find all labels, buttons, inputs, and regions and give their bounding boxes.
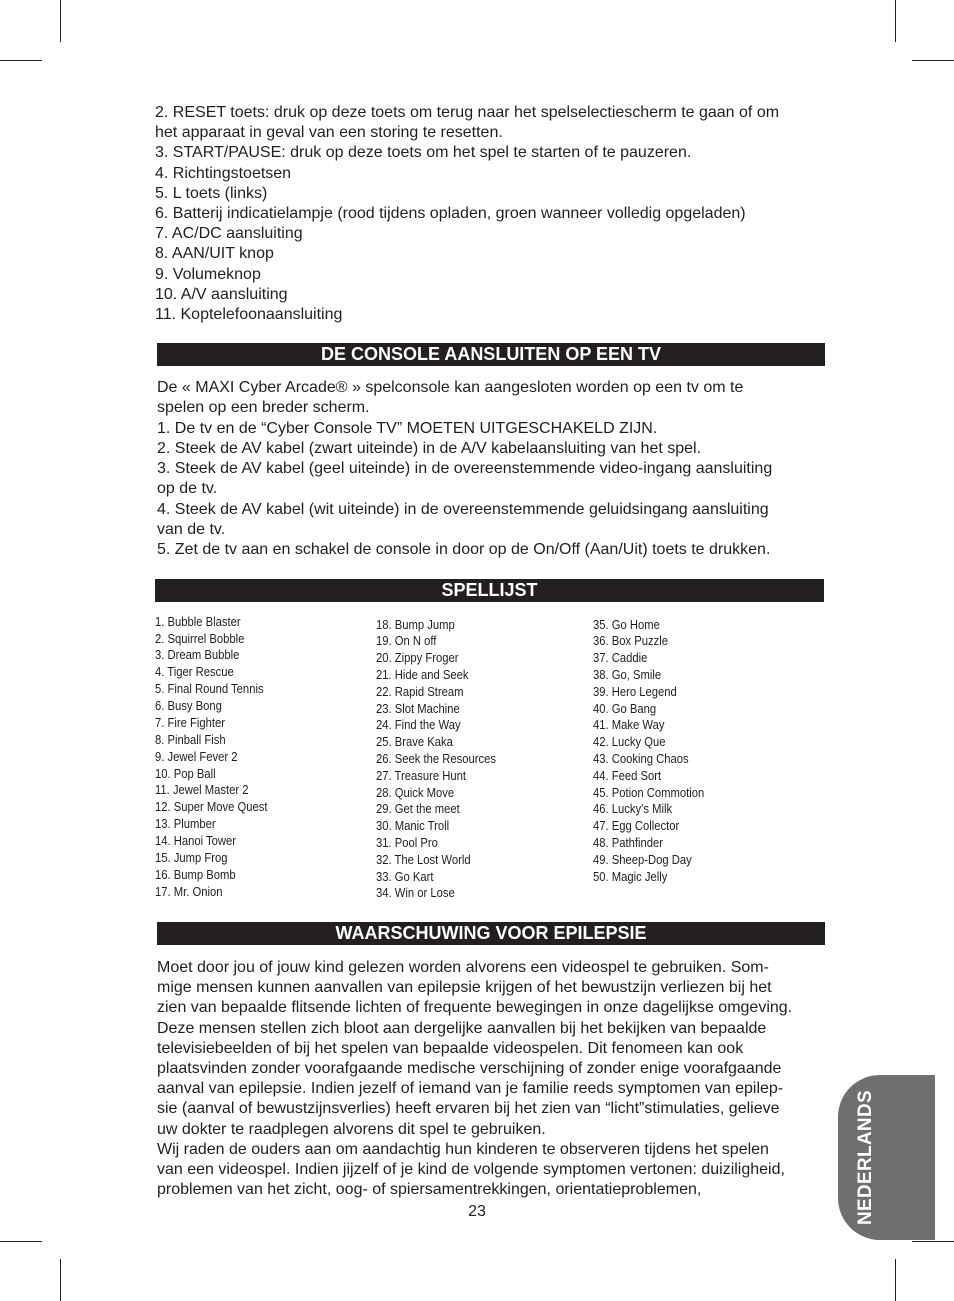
text-line: Deze mensen stellen zich bloot aan dergelijke aanvallen bij het bekijken van bepaalde xyxy=(157,1019,767,1037)
game-list-item: 34. Win or Lose xyxy=(376,885,455,901)
section-heading-label: SPELLIJST xyxy=(441,580,538,600)
game-list-item: 41. Make Way xyxy=(593,717,665,733)
game-list-item: 28. Quick Move xyxy=(376,784,455,800)
text-line: zien van bepaalde flitsende lichten of frequente bewegingen in onze dagelijkse omgeving. xyxy=(157,999,793,1017)
text-line: op de tv. xyxy=(157,480,218,498)
text-line: 5. Zet de tv aan en schakel de console in door op de On/Off (Aan/Uit) toets te drukken. xyxy=(157,541,771,558)
game-list-item: 13. Plumber xyxy=(155,816,216,832)
game-list-item: 38. Go, Smile xyxy=(593,667,662,683)
text-line: van een videospel. Indien jijzelf of je kind de volgende symptomen vertonen: duiziligheid, xyxy=(157,1160,785,1178)
game-list-item: 9. Jewel Fever 2 xyxy=(155,748,238,764)
tv-instructions xyxy=(157,378,772,560)
text-line: spelen op een breder scherm. xyxy=(157,399,370,417)
crop-mark xyxy=(0,1241,42,1242)
text-line: het apparaat in geval van een storing te resetten. xyxy=(155,124,503,142)
game-list-item: 11. Jewel Master 2 xyxy=(155,782,249,798)
game-list-item: 36. Box Puzzle xyxy=(593,633,669,649)
crop-mark xyxy=(895,1259,896,1301)
game-list-item: 39. Hero Legend xyxy=(593,683,677,699)
language-tab-label: NEDERLANDS xyxy=(855,1090,876,1225)
game-list-item: 37. Caddie xyxy=(593,650,648,666)
game-list-item: 10. Pop Ball xyxy=(155,765,216,781)
game-list-item: 14. Hanoi Tower xyxy=(155,833,237,849)
text-line: uw dokter te raadplegen alvorens dit spel te gebruiken. xyxy=(157,1120,546,1138)
crop-mark xyxy=(60,0,61,42)
page-number: 23 xyxy=(468,1203,486,1220)
text-line: 4. Steek de AV kabel (wit uiteinde) in de overeenstemmende geluidsingang aansluiting xyxy=(157,500,769,518)
game-list-item: 18. Bump Jump xyxy=(376,616,455,632)
game-list-item: 45. Potion Commotion xyxy=(593,784,705,800)
text-line: 10. A/V aansluiting xyxy=(155,285,288,303)
game-list-column-3 xyxy=(593,617,722,886)
text-line: 5. L toets (links) xyxy=(155,184,268,202)
text-line: sie (aanval of bewustzijnsverlies) heeft ervaren bij het zien van “licht”stimulaties, gelieve xyxy=(157,1100,780,1118)
game-list-item: 30. Manic Troll xyxy=(376,818,450,834)
text-line: 11. Koptelefoonaansluiting xyxy=(155,305,343,323)
section-heading-games xyxy=(155,579,824,602)
game-list-item: 50. Magic Jelly xyxy=(593,868,668,884)
game-list-item: 15. Jump Frog xyxy=(155,849,228,865)
text-line: 6. Batterij indicatielampje (rood tijdens opladen, groen wanneer volledig opgeladen) xyxy=(155,204,746,222)
controls-list xyxy=(155,103,779,325)
game-list-item: 19. On N off xyxy=(376,633,437,649)
game-list-column-1 xyxy=(155,614,285,901)
section-heading-tv xyxy=(157,343,825,366)
game-list-item: 47. Egg Collector xyxy=(593,818,680,834)
text-line: Moet door jou of jouw kind gelezen worden alvorens een videospel te gebruiken. Som- xyxy=(157,959,769,976)
text-line: 7. AC/DC aansluiting xyxy=(155,225,303,243)
game-list-item: 31. Pool Pro xyxy=(376,835,438,851)
game-list-item: 5. Final Round Tennis xyxy=(155,681,264,697)
text-line: 1. De tv en de “Cyber Console TV” MOETEN UITGESCHAKELD ZIJN. xyxy=(157,419,658,437)
epilepsy-warning-text xyxy=(157,958,792,1200)
section-heading-epilepsy xyxy=(157,922,825,945)
text-line: 3. Steek de AV kabel (geel uiteinde) in de overeenstemmende video-ingang aansluiting xyxy=(157,460,773,477)
crop-mark xyxy=(0,60,42,61)
text-line: aanval van epilepsie. Indien jezelf of iemand van je familie reeds symptomen van epilep- xyxy=(157,1080,784,1098)
game-list-item: 3. Dream Bubble xyxy=(155,647,240,663)
game-list-item: 29. Get the meet xyxy=(376,801,460,817)
game-list-item: 1. Bubble Blaster xyxy=(155,613,241,629)
game-list-item: 33. Go Kart xyxy=(376,868,434,884)
game-list-item: 6. Busy Bong xyxy=(155,698,222,714)
game-list-item: 43. Cooking Chaos xyxy=(593,751,689,767)
game-list-item: 42. Lucky Que xyxy=(593,734,666,750)
game-list-item: 7. Fire Fighter xyxy=(155,714,225,730)
text-line: Wij raden de ouders aan om aandachtig hun kinderen te observeren tijdens het spelen xyxy=(157,1140,769,1158)
game-list-item: 35. Go Home xyxy=(593,616,660,632)
game-list-item: 23. Slot Machine xyxy=(376,700,460,716)
text-line: mige mensen kunnen aanvallen van epilepsie krijgen of het bewustzijn verliezen bij het xyxy=(157,979,772,997)
game-list-item: 17. Mr. Onion xyxy=(155,883,223,899)
game-list-item: 27. Treasure Hunt xyxy=(376,767,467,783)
text-line: 8. AAN/UIT knop xyxy=(155,245,274,263)
text-line: problemen van het zicht, oog- of spiersamentrekkingen, orientatieproblemen, xyxy=(157,1181,702,1199)
section-heading-label: WAARSCHUWING VOOR EPILEPSIE xyxy=(335,923,647,943)
game-list-item: 4. Tiger Rescue xyxy=(155,664,234,680)
game-list-item: 21. Hide and Seek xyxy=(376,667,469,683)
game-list-item: 46. Lucky’s Milk xyxy=(593,801,673,817)
text-line: 4. Richtingstoetsen xyxy=(155,164,292,182)
game-list-item: 40. Go Bang xyxy=(593,700,657,716)
text-line: De « MAXI Cyber Arcade® » spelconsole kan aangesloten worden op een tv om te xyxy=(157,379,744,396)
game-list-column-2 xyxy=(376,617,515,903)
game-list-item: 25. Brave Kaka xyxy=(376,734,453,750)
game-list-item: 49. Sheep-Dog Day xyxy=(593,851,692,867)
text-line: televisiebeelden of bij het spelen van bepaalde videospelen. Dit fenomeen kan ook xyxy=(157,1039,744,1057)
game-list-item: 26. Seek the Resources xyxy=(376,751,497,767)
game-list-item: 2. Squirrel Bobble xyxy=(155,630,245,646)
game-list-item: 22. Rapid Stream xyxy=(376,683,464,699)
text-line: plaatsvinden zonder voorafgaande medische verschijning of zonder enige voorafgaande xyxy=(157,1059,782,1077)
text-line: 2. RESET toets: druk op deze toets om terug naar het spelselectiescherm te gaan of om xyxy=(155,104,780,121)
game-list-item: 8. Pinball Fish xyxy=(155,731,226,747)
text-line: van de tv. xyxy=(157,520,226,538)
text-line: 3. START/PAUSE: druk op deze toets om het spel te starten of te pauzeren. xyxy=(155,144,692,162)
game-list-item: 20. Zippy Froger xyxy=(376,650,459,666)
crop-mark xyxy=(912,1241,954,1242)
crop-mark xyxy=(912,60,954,61)
game-list-item: 32. The Lost World xyxy=(376,851,471,867)
crop-mark xyxy=(895,0,896,42)
text-line: 2. Steek de AV kabel (zwart uiteinde) in de A/V kabelaansluiting van het spel. xyxy=(157,439,702,457)
game-list-item: 44. Feed Sort xyxy=(593,767,662,783)
crop-mark xyxy=(60,1259,61,1301)
game-list-item: 16. Bump Bomb xyxy=(155,866,236,882)
text-line: 9. Volumeknop xyxy=(155,265,261,283)
game-list-item: 12. Super Move Quest xyxy=(155,799,268,815)
section-heading-label: DE CONSOLE AANSLUITEN OP EEN TV xyxy=(320,344,662,364)
game-list-item: 48. Pathfinder xyxy=(593,835,664,851)
game-list-item: 24. Find the Way xyxy=(376,717,461,733)
language-side-tab xyxy=(838,1075,935,1240)
